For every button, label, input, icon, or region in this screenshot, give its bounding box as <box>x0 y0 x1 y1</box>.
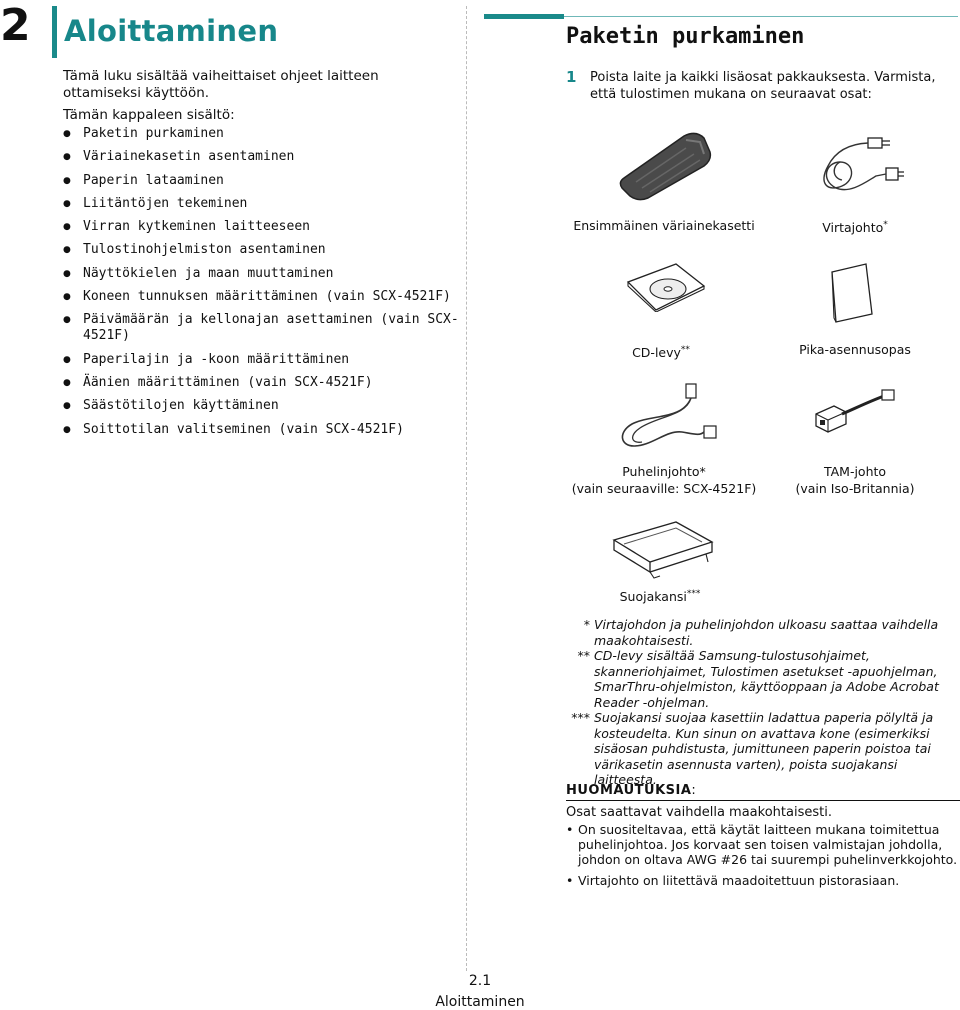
notes-list-item: • On suositeltavaa, että käytät laitteen mukana toimitettua puhelinjohtoa. Jos korvaat sen toisen valmistajan johdolla, johdon on oltava AWG #26 tai suurempi puhelinverkkojohto. <box>566 822 960 867</box>
chapter-title: Aloittaminen <box>64 14 279 48</box>
cd-disc-icon <box>624 262 708 312</box>
chapter-toc <box>63 126 463 445</box>
item-cover-label: Suojakansi*** <box>619 589 701 605</box>
item-quick-guide-label: Pika-asennusopas <box>799 342 911 357</box>
item-phone-cord-label: Puhelinjohto* (vain seuraaville: SCX-4521F) <box>571 464 757 496</box>
toner-cartridge-icon <box>616 130 716 202</box>
toc-item[interactable]: ● Päivämäärän ja kellonajan asettaminen (vain SCX-4521F) <box>63 312 463 344</box>
notes-list-item: • Virtajohto on liitettävä maadoitettuun pistorasiaan. <box>566 873 960 888</box>
toc-item[interactable]: ● Tulostinohjelmiston asentaminen <box>63 242 463 258</box>
dust-cover-icon <box>610 514 716 580</box>
step-text: Poista laite ja kaikki lisäosat pakkauksesta. Varmista, että tulostimen mukana on seuraavat osat: <box>590 70 936 102</box>
toc-item[interactable]: ● Paperilajin ja -koon määrittäminen <box>63 352 463 368</box>
toc-item[interactable]: ● Soittotilan valitseminen (vain SCX-4521F) <box>63 422 463 438</box>
toc-item[interactable]: ● Koneen tunnuksen määrittäminen (vain SCX-4521F) <box>63 289 463 305</box>
section-title: Paketin purkaminen <box>566 24 805 49</box>
toc-item[interactable]: ● Virran kytkeminen laitteeseen <box>63 219 463 235</box>
quick-guide-booklet-icon <box>828 260 878 326</box>
section-accent-bar <box>484 14 564 19</box>
section-rule <box>564 16 958 17</box>
item-toner-label: Ensimmäinen väriainekasetti <box>573 218 755 233</box>
notes-heading-rule <box>566 800 960 801</box>
footnote: *** Suojakansi suojaa kasettiin ladattua paperia pölyltä ja kosteudelta. Kun sinun on avattava kone (esimerkiksi sisäosan puhdistusta, jumittuneen paperin poistoa tai värikasetin asennusta varten), poista suojakansi laitteesta. <box>571 710 934 787</box>
notes-heading: HUOMAUTUKSIA: <box>566 783 697 798</box>
chapter-number: 2 <box>0 0 31 51</box>
footnotes <box>566 617 956 788</box>
toc-item[interactable]: ● Väriainekasetin asentaminen <box>63 149 463 165</box>
toc-item[interactable]: ● Liitäntöjen tekeminen <box>63 196 463 212</box>
footnote: ** CD-levy sisältää Samsung-tulostusohjaimet, skanneriohjaimet, Tulostimen asetukset -apuohjelman, SmarThru-ohjelmiston, käyttöoppaan ja Adobe Acrobat Reader -ohjelman. <box>577 648 939 710</box>
tam-cord-adapter-icon <box>812 384 898 434</box>
step-number: 1 <box>566 68 577 86</box>
toc-item[interactable]: ● Näyttökielen ja maan muuttaminen <box>63 266 463 282</box>
toc-item[interactable]: ● Paperin lataaminen <box>63 173 463 189</box>
phone-cord-icon <box>612 380 724 456</box>
page-number: 2.1 <box>468 973 492 989</box>
notes-list <box>566 822 960 894</box>
chapter-intro: Tämä luku sisältää vaiheittaiset ohjeet laitteen ottamiseksi käyttöön. <box>63 68 379 101</box>
notes-subtitle: Osat saattavat vaihdella maakohtaisesti. <box>566 805 832 820</box>
item-tam-cord-label: TAM-johto (vain Iso-Britannia) <box>795 464 915 496</box>
toc-item[interactable]: ● Paketin purkaminen <box>63 126 463 142</box>
toc-item[interactable]: ● Äänien määrittäminen (vain SCX-4521F) <box>63 375 463 391</box>
item-power-cord-label: Virtajohto* <box>822 220 888 236</box>
footnote: * Virtajohdon ja puhelinjohdon ulkoasu saattaa vaihdella maakohtaisesti. <box>583 617 939 648</box>
contents-label: Tämän kappaleen sisältö: <box>63 107 235 123</box>
footer-title: Aloittaminen <box>435 994 525 1010</box>
item-cd-label: CD-levy** <box>632 345 690 361</box>
column-divider <box>466 6 467 971</box>
toc-item[interactable]: ● Säästötilojen käyttäminen <box>63 398 463 414</box>
power-cord-icon <box>806 132 906 196</box>
chapter-accent-bar <box>52 6 57 58</box>
